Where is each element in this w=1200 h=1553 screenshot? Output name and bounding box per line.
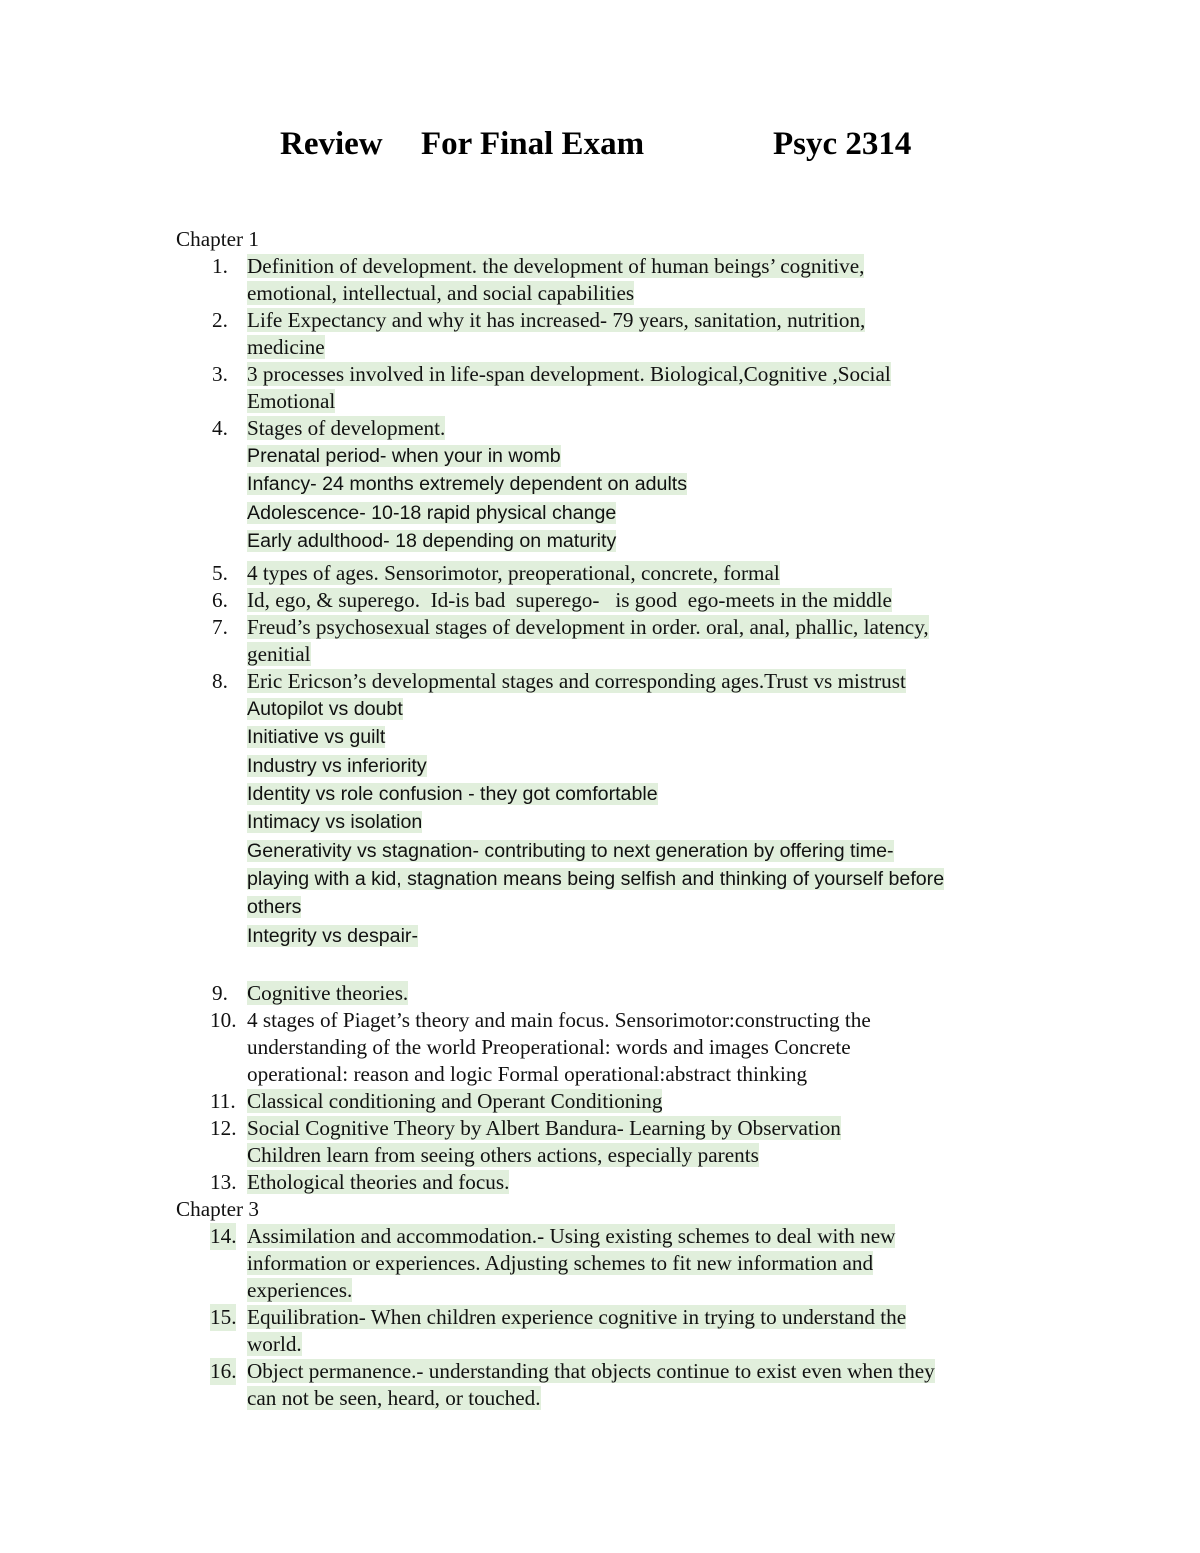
item-text: Id, ego, & superego. Id-is bad superego- is good ego-meets in the middle (247, 588, 892, 613)
sub-item-text: Infancy- 24 months extremely dependent on adults (247, 473, 688, 496)
item-text: Social Cognitive Theory by Albert Bandura- Learning by Observation (247, 1115, 841, 1140)
item-text: Ethological theories and focus. (247, 1169, 510, 1194)
item-text: Freud’s psychosexual stages of development in order. oral, anal, phallic, latency, (247, 615, 929, 640)
sub-item-text: Adolescence- 10-18 rapid physical change (247, 501, 617, 524)
item-text: Classical conditioning and Operant Conditioning (247, 1088, 663, 1113)
item-number: 11. (210, 1088, 236, 1113)
item-text: Emotional (247, 389, 336, 413)
item-text: information or experiences. Adjusting schemes to fit new information and (247, 1250, 874, 1275)
sub-item-text: Initiative vs guilt (247, 726, 386, 749)
item-text: 4 types of ages. Sensorimotor, preoperational, concrete, formal (247, 561, 780, 586)
sub-item-text: Autopilot vs doubt (247, 698, 403, 721)
list-item (176, 1088, 1076, 1115)
list-item (176, 307, 1076, 361)
sub-item-text: Identity vs role confusion - they got comfortable (247, 783, 658, 806)
item-number: 10. (210, 1007, 237, 1032)
item-number: 16. (210, 1358, 237, 1383)
list-item (176, 1115, 1076, 1169)
list-item (176, 980, 1076, 1007)
sub-item-text: Integrity vs despair- (247, 924, 418, 947)
list-item (176, 1007, 1076, 1088)
item-text: genitial (247, 642, 311, 667)
item-number: 12. (210, 1115, 237, 1140)
page-title (0, 126, 1200, 170)
item-text: Assimilation and accommodation.- Using existing schemes to deal with new (247, 1223, 896, 1248)
item-number: 8. (212, 669, 228, 694)
item-number: 6. (212, 588, 228, 613)
item-text: world. (247, 1331, 302, 1356)
item-text: emotional, intellectual, and social capabilities (247, 281, 635, 305)
list-item (176, 361, 1076, 415)
item-number: 15. (210, 1304, 237, 1329)
item-number: 9. (212, 980, 228, 1005)
list-item (176, 614, 1076, 668)
item-text: 4 stages of Piaget’s theory and main focus. Sensorimotor:constructing the (247, 1007, 871, 1032)
item-number: 13. (210, 1169, 237, 1194)
item-number: 14. (210, 1223, 237, 1248)
item-text: can not be seen, heard, or touched. (247, 1385, 541, 1410)
item-text: Cognitive theories. (247, 980, 409, 1005)
chapter-heading: Chapter 1 (176, 227, 259, 251)
item-number: 1. (212, 254, 228, 278)
item-text: operational: reason and logic Formal operational:abstract thinking (247, 1061, 808, 1086)
item-text: medicine (247, 335, 325, 359)
list-item (176, 253, 1076, 307)
list-item (176, 1169, 1076, 1196)
item-text: Children learn from seeing others actions, especially parents (247, 1142, 759, 1167)
sub-item-text: Industry vs inferiority (247, 754, 427, 777)
item-text: Equilibration- When children experience cognitive in trying to understand the (247, 1304, 907, 1329)
title-review: Review (280, 126, 383, 162)
sub-item-text: Generativity vs stagnation- contributing to next generation by offering time- (247, 839, 894, 862)
title-final-exam: For Final Exam (421, 126, 645, 162)
list-item (176, 587, 1076, 614)
sub-item-text: Prenatal period- when your in womb (247, 445, 561, 467)
blank-line (176, 950, 1076, 980)
item-text: understanding of the world Preoperational: words and images Concrete (247, 1034, 851, 1059)
sub-item-text: playing with a kid, stagnation means being selfish and thinking of yourself before (247, 867, 945, 890)
chapter-heading: Chapter 3 (176, 1196, 259, 1221)
sub-item-text: others (247, 896, 302, 919)
list-item (176, 668, 1076, 950)
sub-item-text: Intimacy vs isolation (247, 811, 423, 834)
sub-item-text: Early adulthood- 18 depending on maturity (247, 529, 617, 552)
item-text: experiences. (247, 1277, 353, 1302)
list-item (176, 1358, 1076, 1412)
item-number: 3. (212, 362, 228, 386)
item-text: Life Expectancy and why it has increased- 79 years, sanitation, nutrition, (247, 308, 866, 332)
item-text: Object permanence.- understanding that objects continue to exist even when they (247, 1358, 935, 1383)
item-text: Definition of development. the development of human beings’ cognitive, (247, 254, 865, 278)
review-body (176, 226, 1076, 1412)
item-text: Eric Ericson’s developmental stages and corresponding ages.Trust vs mistrust (247, 669, 906, 694)
list-item (176, 415, 1076, 555)
title-course-code: Psyc 2314 (773, 126, 912, 162)
item-number: 7. (212, 615, 228, 640)
list-item (176, 1223, 1076, 1304)
item-number: 4. (212, 416, 228, 440)
list-item (176, 1304, 1076, 1358)
item-text: 3 processes involved in life-span development. Biological,Cognitive ,Social (247, 362, 891, 386)
item-text: Stages of development. (247, 416, 446, 440)
item-number: 2. (212, 308, 228, 332)
list-item (176, 560, 1076, 587)
item-number: 5. (212, 561, 228, 586)
